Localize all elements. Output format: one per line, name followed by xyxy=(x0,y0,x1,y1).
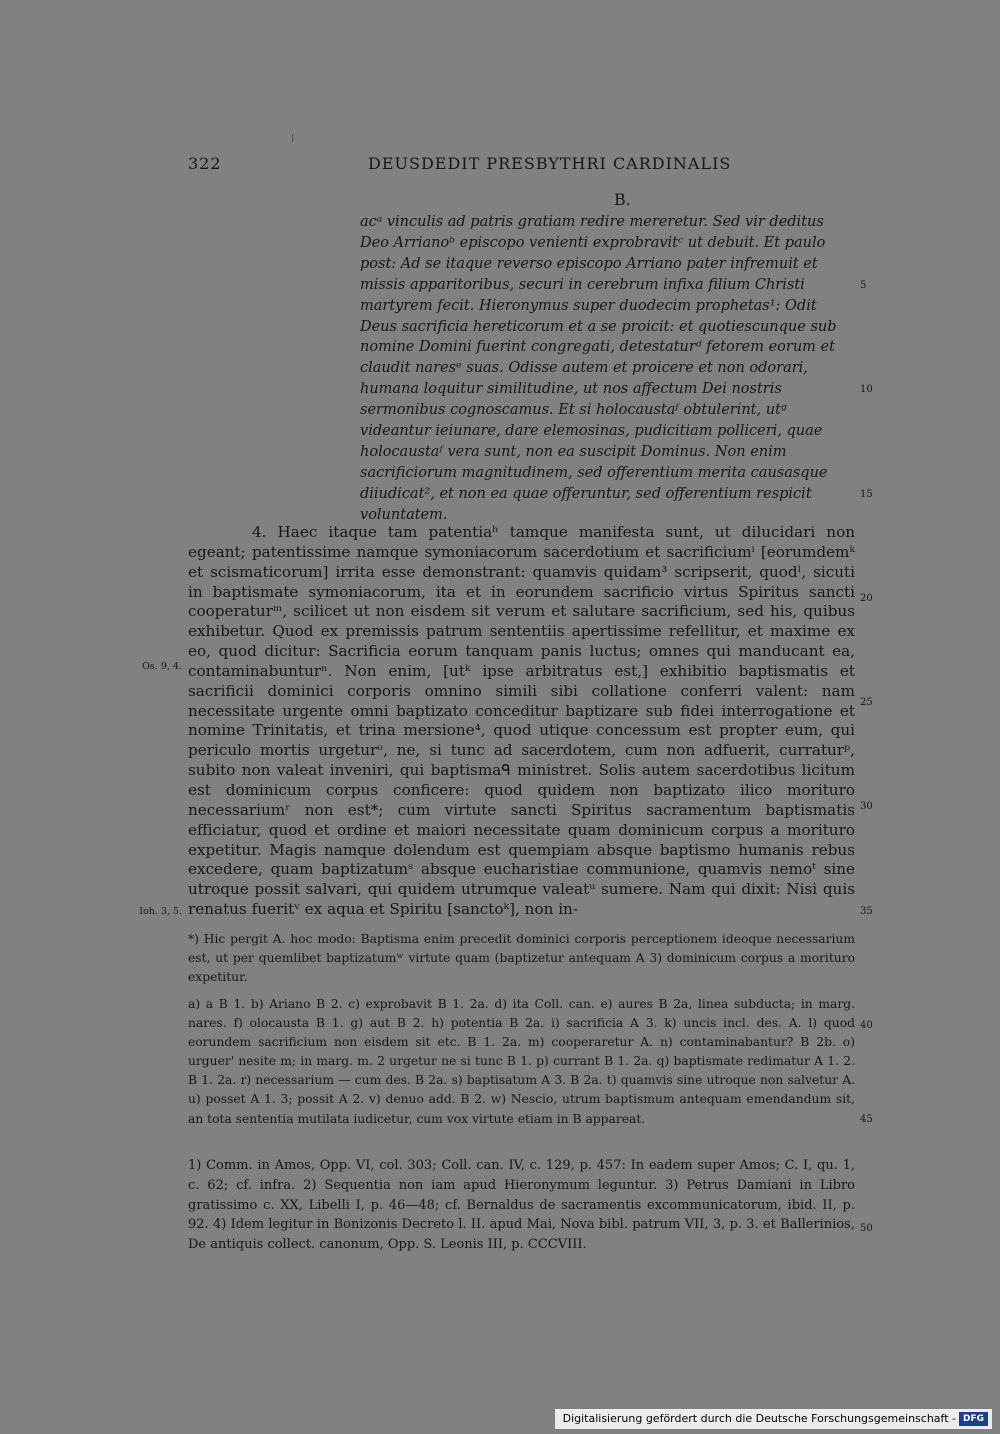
line-number: 5 xyxy=(860,280,867,291)
quotation-block: acᵃ vinculis ad patris gratiam redire mereretur. Sed vir deditus Deo Arrianoᵇ episcopo venienti exprobravitᶜ ut debuit. Et paulo post: Ad se itaque reverso episcopo Arriano pater infremuit et missis apparitoribus, securi in cerebrum infixa filium Christi martyrem fecit. Hieronymus super duodecim prophetas¹: Odit Deus sacrificia hereticorum et a se proicit: et quotiescunque sub nomine Domini fuerint congregati, detestaturᵈ fetorem eorum et claudit naresᵉ suas. Odisse autem et proicere et non odorari, humana loquitur similitudine, ut nos affectum Dei nostris sermonibus cognoscamus. Et si holocaustaᶠ obtulerint, utᵍ videantur ieiunare, dare elemosinas, pudicitiam polliceri, quae holocaustaᶠ vera sunt, non ea suscipit Dominus. Non enim sacrificiorum magnitudinem, sed offerentium merita causasque diiudicat², et non ea quae offeruntur, sed offerentium respicit voluntatem. xyxy=(360,214,837,523)
line-number: 50 xyxy=(860,1223,873,1234)
section-letter: B. xyxy=(614,190,631,209)
page-number: 322 xyxy=(188,154,222,173)
line-number: 45 xyxy=(860,1114,873,1125)
margin-reference: Ioh. 3, 5. xyxy=(139,906,182,917)
line-number: 20 xyxy=(860,593,873,604)
page-header xyxy=(188,154,858,178)
main-paragraph xyxy=(188,523,855,920)
line-number: 10 xyxy=(860,384,873,395)
line-number: 30 xyxy=(860,801,873,812)
critical-apparatus: a) a B 1. b) Ariano B 2. c) exprobavit B 1. 2a. d) ita Coll. can. e) aures B 2a, linea subducta; in marg. nares. f) olocausta B 1. g) aut B 2. h) potentia B 2a. i) sacrificia A 3. k) uncis incl. des. A. l) quod eorundem sacrificium non eisdem sit etc. B 1. 2a. m) cooperaretur A. n) contaminabantur? B 2b. o) urguer' nesite m; in marg. m. 2 urgetur ne si tunc B 1. p) currant B 1. 2a. q) baptismate redimatur A 1. 2. B 1. 2a. r) necessarium — cum des. B 2a. s) baptisatum A 3. B 2a. t) quamvis sine utroque non salvetur A. u) posset A 1. 3; possit A 2. v) denuo add. B 2. w) Nescio, utrum baptismum antequam emendandum sit, an tota sententia mutilata iudicetur, cum vox virtute etiam in B appareat. xyxy=(188,997,855,1126)
line-number: 35 xyxy=(860,906,873,917)
line-number: 40 xyxy=(860,1020,873,1031)
running-title: DEUSDEDIT PRESBYTHRI CARDINALIS xyxy=(368,154,732,173)
margin-reference: Os. 9, 4. xyxy=(142,661,182,672)
line-number: 25 xyxy=(860,697,873,708)
dfg-logo: DFG xyxy=(959,1412,988,1426)
credit-text: Digitalisierung gefördert durch die Deutsche Forschungsgemeinschaft - xyxy=(562,1412,956,1425)
star-note: *) Hic pergit A. hoc modo: Baptisma enim precedit dominici corporis perceptionem ideoque necessarium est, ut per quemlibet baptizatumʷ virtute quam (baptizetur antequam A 3) dominicum corpus a morituro expetitur. xyxy=(188,932,855,984)
footnotes: 1) Comm. in Amos, Opp. VI, col. 303; Coll. can. IV, c. 129, p. 457: In eadem super Amos; C. I, qu. 1, c. 62; cf. infra. 2) Sequentia non iam apud Hieronymum leguntur. 3) Petrus Damiani in Libro gratissimo c. XX, Libelli I, p. 46—48; cf. Bernaldus de sacramentis excommunicatorum, ibid. II, p. 92. 4) Idem legitur in Bonizonis Decreto l. II. apud Mai, Nova bibl. patrum VII, 3, p. 3. et Ballerinios, De antiquis collect. canonum, Opp. S. Leonis III, p. CCCVIII. xyxy=(188,1158,855,1253)
line-number: 15 xyxy=(860,489,873,500)
paragraph-text: 4. Haec itaque tam patentiaʰ tamque manifesta sunt, ut dilucidari non egeant; patentissime namque symoniacorum sacerdotium et sacrificiumⁱ [eorumdemᵏ et scismaticorum] irrita esse demonstrant: quamvis quidam³ scripserit, quodˡ, sicuti in baptismate symoniacorum, ita et in eorundem sacrificio virtus Spiritus sancti cooperaturᵐ, scilicet ut non eisdem sit verum et salutare sacrificium, sed his, quibus exhibetur. Quod ex premissis patrum sententiis apertissime refellitur, et maxime ex eo, quod dicitur: Sacrificia eorum tanquam panis luctus; omnes qui manducant ea, contaminabunturⁿ. Non enim, [utᵏ ipse arbitratus est,] exhibitio baptismatis et sacrificii dominici corporis omnino simili sibi collatione conferri valent: nam necessitate urgente omni baptizato conceditur baptizare sub fidei interrogatione et nomine Trinitatis, et trina mersione⁴, quod utique concessum est propter eum, qui periculo mortis urgeturᵒ, ne, si tunc ad sacerdotem, cum non adfuerit, curraturᵖ, subito non valeat inveniri, qui baptismaᑫ ministret. Solis autem sacerdotibus licitum est dominicum corpus conficere: quod quidem non baptizato ilico morituro necessariumʳ non est*; cum virtute sancti Spiritus sacramentum baptismatis efficiatur, quod et ordine et maiori necessitate quam dominicum corpus a morituro expetitur. Magis namque dolendum est quempiam absque baptismo humanis rebus excedere, quam baptizatumˢ absque eucharistiae communione, quamvis nemoᵗ sine utroque possit salvari, qui quidem utrumque valeatᵘ sumere. Nam qui dixit: Nisi quis renatus fueritᵛ ex aqua et Spiritu [sanctoᵏ], non in- xyxy=(188,523,855,919)
digitization-credit xyxy=(555,1409,992,1429)
scan-mark xyxy=(292,134,293,142)
